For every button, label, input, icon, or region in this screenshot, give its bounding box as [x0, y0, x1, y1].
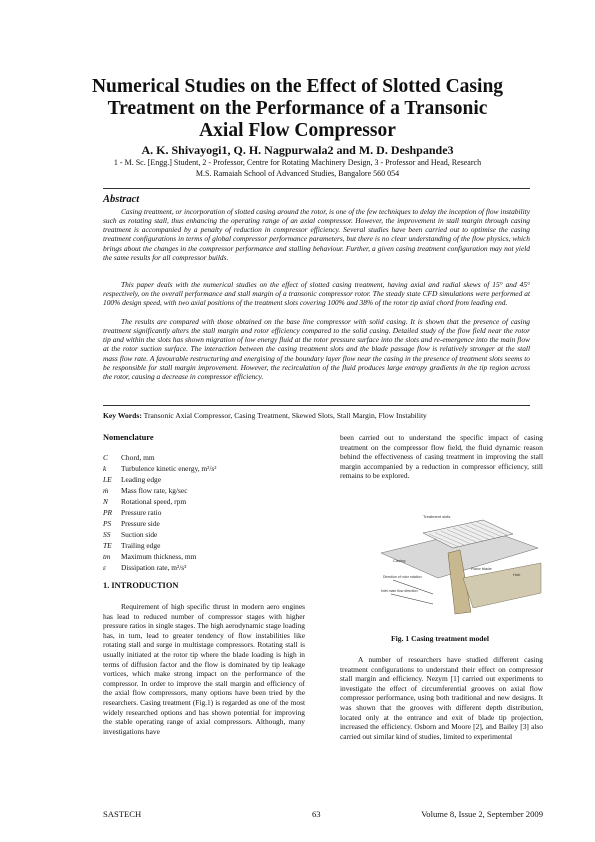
affiliation: [50, 158, 545, 179]
body-paragraph: been carried out to understand the specific impact of casing treatment on the compressor flow field, the fluid dynamic reason behind the effectiveness of casing treatment in improving the stall margin accompanied by a reduction in compressor efficiency, still remains to be explored.: [340, 433, 543, 481]
keywords: [103, 411, 427, 420]
affiliation-line: 1 - M. Sc. [Engg.] Student, 2 - Professor, Centre for Rotating Machinery Design, 3 - Professor and Head, Research: [113, 158, 482, 167]
casing-treatment-figure: [363, 508, 543, 618]
figure-label: Hub: [513, 572, 521, 577]
abstract-paragraph: The results are compared with those obtained on the base line compressor with solid casing. It is shown that the presence of casing treatment significantly alters the stall margin and rotor efficiency compared to the solid casing. Detailed study of the flow field near the rotor tip and within the slots has shown migration of low energy fluid at the rotor pressure surface into the slots and re-emergence into the main flow at the rotor suction surface. The interaction between the casing treatment slots and the blade passage flow is relatively stronger at the stall mass flow rate. A favourable restructuring and energising of the boundary layer flow near the casing in the presence of treatment slots seems to be responsible for stall margin improvement. However, the recirculation of the fluid produces large entropy gradients in the tip region across the rotor, causing a decrease in compressor efficiency.: [103, 317, 530, 381]
nomenclature-heading: Nomenclature: [103, 433, 154, 442]
page-number: 63: [312, 809, 321, 819]
abstract-heading: Abstract: [103, 194, 140, 205]
abstract-paragraph: Casing treatment, or incorporation of slotted casing around the rotor, is one of the few techniques to delay the inception of flow instability such as rotating stall, thus enhancing the operating range of an axial compressor. However, the improvement in stall margin through casing treatment is accompanied by a penalty of reduction in compressor efficiency. Several studies have been carried out to optimise the casing treatment configurations in terms of global compressor performance parameters, but there is no clear understanding of the flow physics, which brings about the changes in the compressor performance and stalling behaviour. Further, a given casing treatment configuration may not yield the same results for all compressor builds.: [103, 207, 530, 262]
paper-title: [60, 76, 535, 142]
nomenclature-row: C Chord, mm: [103, 453, 155, 462]
issue-info: Volume 8, Issue 2, September 2009: [421, 809, 543, 819]
affiliation-line: M.S. Ramaiah School of Advanced Studies, Bangalore 560 054: [195, 168, 400, 178]
title-line: Axial Flow Compressor: [199, 120, 396, 141]
nomenclature-row: PS Pressure side: [103, 519, 160, 528]
abstract-top-rule: [103, 188, 530, 189]
nomenclature-row: PR Pressure ratio: [103, 508, 162, 517]
figure-label: Rotor blade: [471, 566, 492, 571]
nomenclature-row: k Turbulence kinetic energy, m²/s²: [103, 464, 217, 473]
keywords-text: Transonic Axial Compressor, Casing Treatment, Skewed Slots, Stall Margin, Flow Instability: [143, 411, 427, 420]
keywords-label: Key Words:: [103, 411, 142, 420]
nomenclature-row: N Rotational speed, rpm: [103, 497, 187, 506]
abstract-paragraph: This paper deals with the numerical studies on the effect of slotted casing treatment, having axial and radial skews of 15° and 45° respectively, on the overall performance and stall margin of a transonic compressor rotor. The steady state CFD simulations were performed at 100% design speed, with two axial positions of the treatment slots covering 100% and 38% of the rotor tip axial chord from leading end.: [103, 280, 530, 308]
figure-label: Inlet main flow direction: [381, 589, 418, 593]
figure-label: Treatment slots: [423, 514, 451, 519]
nomenclature-row: TE Trailing edge: [103, 541, 161, 550]
inlet-flow-arrow: [391, 594, 433, 604]
section-heading: 1. INTRODUCTION: [103, 581, 179, 590]
nomenclature-row: LE Leading edge: [103, 475, 162, 484]
nomenclature-row: ṁ Mass flow rate, kg/sec: [103, 486, 188, 495]
body-paragraph: A number of researchers have studied different casing treatment configurations to understand their effect on compressor stall margin and efficiency. Nezym [1] carried out experiments to investigate the effect of circumferential grooves on axial flow compressor performance, using both traditional and new designs. It was shown that the grooves with different depth distribution, located only at the entrance and exit of blade tip projection, increased the efficiency. Osborn and Moore [2], and Bailey [3] also carried out similar kind of studies, limited to experimental: [340, 655, 543, 741]
figure-label: Direction of rotor rotation: [383, 575, 422, 579]
nomenclature-row: tm Maximum thickness, mm: [103, 552, 197, 561]
figure-caption: Fig. 1 Casing treatment model: [391, 634, 489, 643]
journal-name: SASTECH: [103, 809, 142, 819]
author-list: A. K. Shivayogi1, Q. H. Nagpurwala2 and M. D. Deshpande3: [141, 143, 454, 157]
nomenclature-row: ε Dissipation rate, m²/s³: [103, 563, 187, 572]
title-line: Treatment on the Performance of a Transonic: [107, 98, 488, 119]
abstract-bottom-rule: [103, 405, 530, 406]
nomenclature-row: SS Suction side: [103, 530, 158, 539]
title-line: Numerical Studies on the Effect of Slotted Casing: [91, 76, 504, 97]
intro-paragraph: Requirement of high specific thrust in modern aero engines has lead to reduced number of compressor stages with higher pressure ratios in single stages. The high aerodynamic stage loading has, in turn, lead to greater tendency of flow instabilities like rotating stall and surge in multistage compressors. Rotating stall is usually initiated at the rotor tip where the blade loading is high in terms of diffusion factor and the flow is dominated by tip leakage vortices, which make strong impact on the performance of the compressor. In order to improve the stall margin and efficiency of the axial flow compressors, many options have been tried by the researchers. Casing treatment (Fig.1) is regarded as one of the most widely researched options and has shown potential for improving the stable operating range of axial compressors. Although, many investigations have: [103, 602, 305, 736]
figure-label: Casing: [393, 558, 406, 563]
